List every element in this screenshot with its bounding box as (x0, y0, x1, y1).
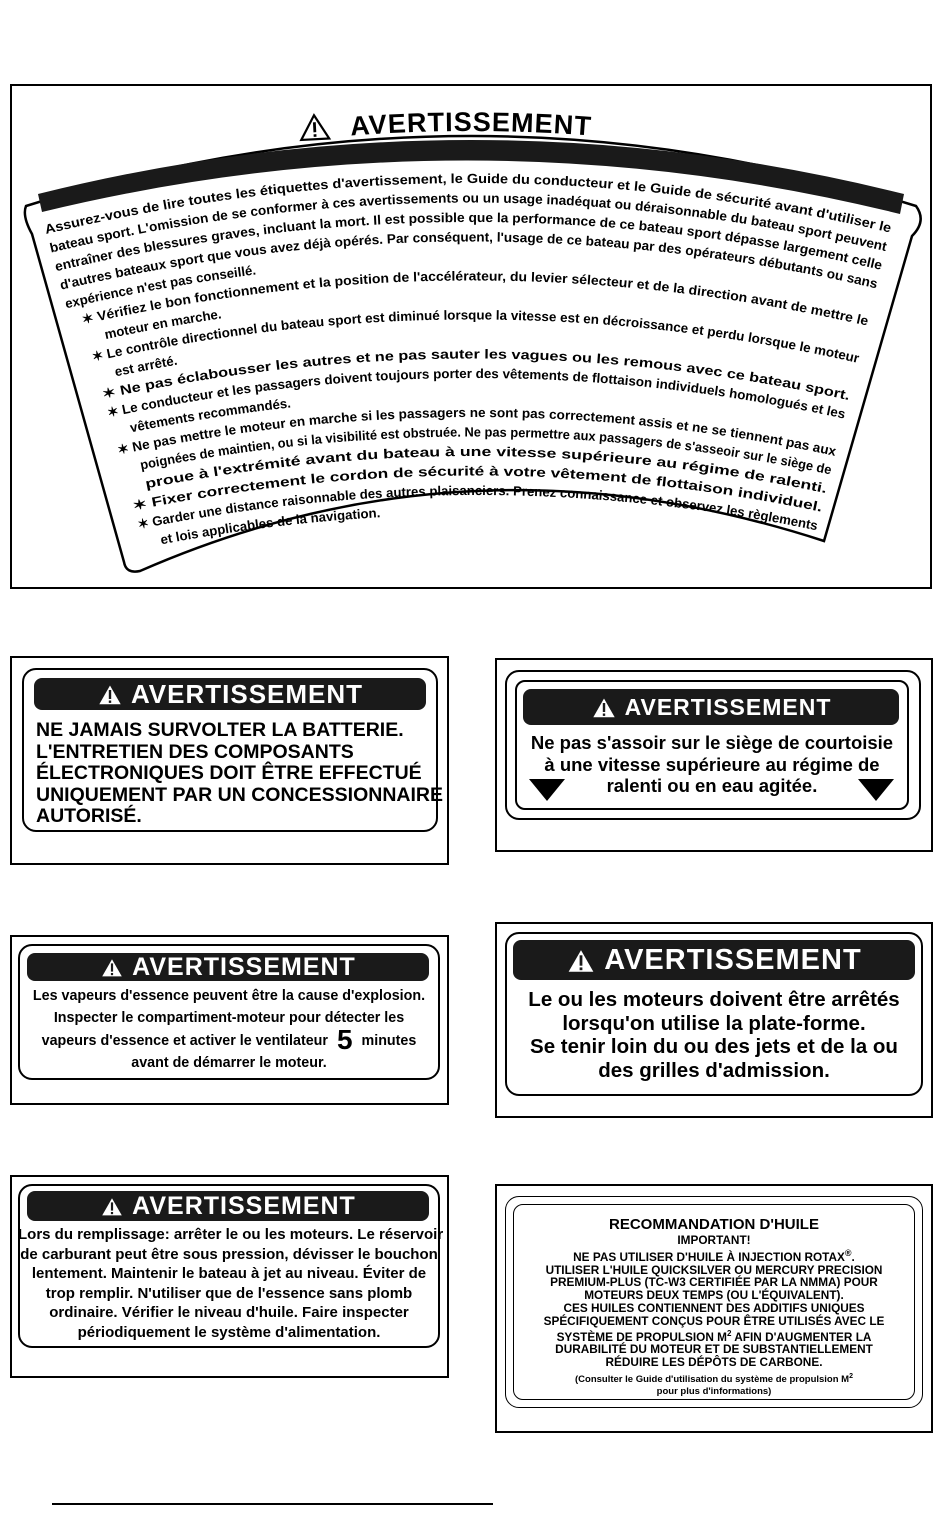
text-line: Inspecter le compartiment-moteur pour détecter les (53, 1010, 405, 1026)
warning-triangle-icon (566, 947, 596, 974)
oil-title: RECOMMANDATION D'HUILE (609, 1216, 819, 1233)
text-line: PREMIUM-PLUS (TC-W3 CERTIFIÉE PAR LA NMMA) POUR (550, 1275, 878, 1290)
seat-warning-title: AVERTISSEMENT (624, 693, 832, 720)
text-fragment: vapeurs d'essence et activer le ventilateur (41, 1033, 328, 1049)
text-line: Ne pas s'assoir sur le siège de courtoisie (530, 732, 894, 753)
platform-warning-title: AVERTISSEMENT (604, 943, 862, 976)
vapor-warning-banner (27, 953, 429, 981)
warning-triangle-icon (300, 115, 329, 140)
platform-warning-banner (513, 940, 915, 980)
top-warning-line: ✶ Le contrôle directionnel du bateau sport est diminué lorsque la vitesse est en décroissance et perdu lorsque le moteur (90, 307, 861, 366)
battery-warning-banner (34, 678, 426, 710)
text-line: Lors du remplissage: arrêter le ou les moteurs. Le réservoir (18, 1226, 444, 1243)
fuel-warning-text (18, 1225, 444, 1343)
top-warning-line: poignées de maintien, ou si la visibilité est obstruée. Ne pas permettre aux passagers de s'asseoir sur le siège de (138, 424, 834, 478)
down-arrow-icon (529, 779, 565, 801)
top-warning-line: proue à l'extrémité avant du bateau à une vitesse supérieure au régime de ralenti. (143, 443, 828, 496)
text-line: de carburant peut être sous pression, dévisser le bouchon (20, 1245, 438, 1263)
text-fragment: (Consulter le Guide d'utilisation du système de propulsion M (575, 1373, 850, 1385)
oil-note: pour plus d'informations) (656, 1385, 772, 1397)
top-warning-line: ✶ Garder une distance raisonnable des autres plaisanciers. Prenez connaissance et observez les règlements (136, 482, 820, 534)
text-line: avant de démarrer le moteur. (131, 1055, 327, 1071)
text-line: DURABILITÉ DU MOTEUR ET DE SUBSTANTIELLEMENT (555, 1342, 873, 1357)
top-warning-line: moteur en marche. (103, 306, 223, 343)
text-line: Les vapeurs d'essence peuvent être la cause d'explosion. (32, 988, 426, 1004)
vapor-warning-title: AVERTISSEMENT (132, 952, 356, 981)
ventilator-minutes-number: 5 (336, 1024, 353, 1055)
text-line: AUTORISÉ. (36, 805, 142, 827)
oil-note (513, 1371, 915, 1386)
text-line: Le ou les moteurs doivent être arrêtés (528, 988, 900, 1011)
top-warning-line: entraîner des blessures graves, incluant la mort. Il est possible que la performance de ce bateau sport dépasse largement celle (53, 209, 884, 275)
text-line (513, 1328, 915, 1344)
top-warning-line: vêtements recommandés. (128, 395, 292, 436)
top-warning-line: d'autres bateaux sport que vous avez déjà opérés. Par conséquent, l'usage de ce bateau par des opérateurs débutants ou sans (58, 229, 879, 293)
superscript: 2 (726, 1328, 732, 1338)
text-line: UTILISER L'HUILE QUICKSILVER OU MERCURY PRECISION (545, 1262, 883, 1277)
text-line: ÉLECTRONIQUES DOIT ÊTRE EFFECTUÉ (36, 762, 422, 784)
warning-triangle-icon (97, 683, 123, 706)
top-warning-line: ✶ Ne pas mettre le moteur en marche si les passagers ne sont pas correctement assis et ne se tiennent pas aux (116, 404, 838, 459)
top-warning-line: expérience n'est pas conseillé. (63, 262, 257, 312)
top-warning-line: ✶ Fixer correctement le cordon de sécurité à votre vêtement de flottaison individuel. (131, 463, 823, 515)
oil-recommendation-text (513, 1216, 915, 1398)
warning-triangle-icon (591, 696, 617, 719)
top-warning-line: ✶ Vérifiez le bon fonctionnement et la position de l'accélérateur, du levier sélecteur et de la direction avant de mettre le (80, 268, 870, 329)
vapor-warning-text (18, 985, 440, 1074)
text-line: L'ENTRETIEN DES COMPOSANTS (36, 740, 354, 763)
text-fragment: AFIN D'AUGMENTER LA (731, 1329, 872, 1344)
text-line: ordinaire. Vérifier le niveau d'huile. Faire inspecter (49, 1304, 409, 1322)
top-warning-line: est arrêté. (113, 352, 179, 380)
top-warning-line: bateau sport. L'omission de se conformer à ces avertissements ou un usage inadéquat ou déraisonnable du bateau sport peuvent (48, 190, 889, 256)
text-line: NE JAMAIS SURVOLTER LA BATTERIE. (36, 719, 404, 741)
fuel-warning-banner (27, 1191, 429, 1221)
top-warning-line: Assurez-vous de lire toutes les étiquettes d'avertissement, le Guide du conducteur et le Guide de sécurité avant d'utiliser le (43, 170, 893, 237)
seat-warning-text (515, 732, 909, 797)
platform-warning-text (505, 988, 923, 1082)
fuel-warning-title: AVERTISSEMENT (132, 1191, 356, 1220)
text-line (18, 1024, 440, 1055)
text-line: lentement. Maintenir le bateau à jet au niveau. Éviter de (31, 1265, 427, 1283)
text-line: RÉDUIRE LES DÉPÔTS DE CARBONE. (605, 1355, 823, 1370)
seat-warning-banner (523, 689, 899, 725)
registered-mark: ® (844, 1247, 852, 1258)
footer-rule (52, 1503, 493, 1505)
down-arrow-icon (858, 779, 894, 801)
oil-important: IMPORTANT! (677, 1233, 751, 1247)
text-line: SPÉCIFIQUEMENT CONÇUS POUR ÊTRE UTILISÉS AVEC LE (543, 1313, 885, 1328)
top-warning-label (12, 86, 930, 587)
top-warning-line: ✶ Le conducteur et les passagers doivent toujours porter des vêtements de flottaison individuels homologués et les (105, 365, 847, 422)
top-warning-line: ✶ Ne pas éclabousser les autres et ne pas sauter les vagues ou les remous avec ce bateau sport. (100, 346, 851, 403)
text-line: trop remplir. N'utiliser que de l'essence sans plomb (45, 1284, 413, 1302)
text-line (513, 1247, 915, 1264)
top-title: AVERTISSEMENT (349, 106, 593, 142)
warning-triangle-icon (100, 957, 124, 978)
text-line: périodiquement le système d'alimentation. (77, 1323, 381, 1341)
text-line: MOTEURS DEUX TEMPS (OU L'ÉQUIVALENT). (584, 1288, 844, 1303)
text-line: CES HUILES CONTIENNENT DES ADDITIFS UNIQUES (563, 1300, 865, 1315)
text-line: lorsqu'on utilise la plate-forme. (562, 1011, 866, 1035)
battery-warning-text (36, 720, 443, 828)
text-line: ralenti ou en eau agitée. (606, 775, 818, 796)
text-line: à une vitesse supérieure au régime de (544, 753, 880, 775)
text-fragment: SYSTÈME DE PROPULSION M (556, 1329, 727, 1344)
battery-warning-title: AVERTISSEMENT (130, 678, 364, 709)
text-fragment: NE PAS UTILISER D'HUILE À INJECTION ROTAX (573, 1249, 845, 1264)
text-line: des grilles d'admission. (598, 1058, 830, 1082)
superscript: 2 (849, 1372, 853, 1380)
text-fragment: . (851, 1249, 855, 1264)
text-line: Se tenir loin du ou des jets et de la ou (530, 1035, 898, 1058)
top-warning-line: et lois applicables de la navigation. (159, 505, 381, 548)
text-fragment: minutes (361, 1033, 417, 1049)
text-line: UNIQUEMENT PAR UN CONCESSIONNAIRE (36, 783, 443, 806)
warning-triangle-icon (100, 1196, 124, 1217)
